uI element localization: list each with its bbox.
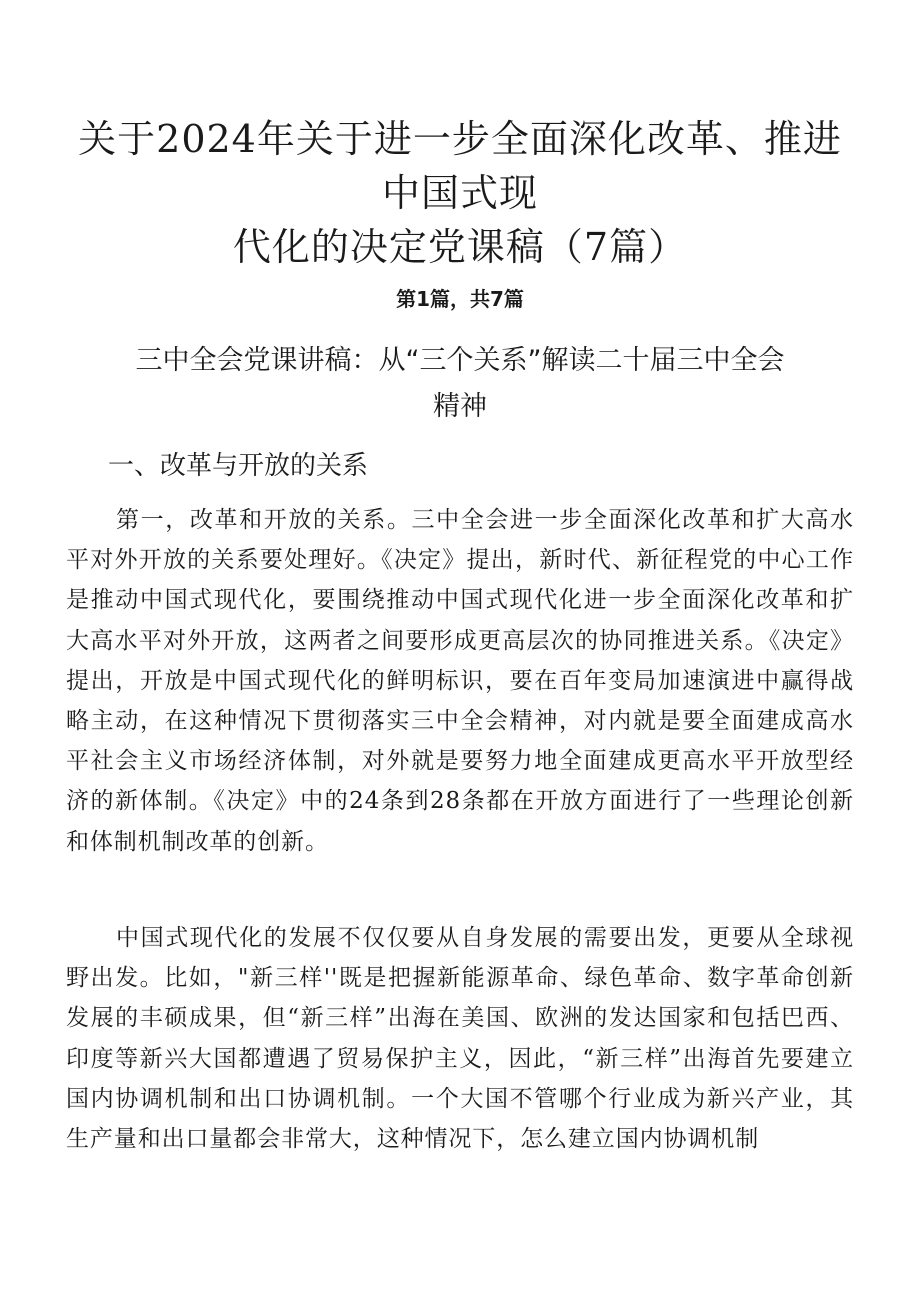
- part-label: 第1篇，共7篇: [396, 287, 524, 311]
- body-paragraph-1: 第一，改革和开放的关系。三中全会进一步全面深化改革和扩大高水平对外开放的关系要处理好。《决定》提出，新时代、新征程党的中心工作是推动中国式现代化，要围绕推动中国式现代化进一步全面深化改革和扩大高水平对外开放，这两者之间要形成更高层次的协同推进关系。《决定》提出，开放是中国式现代化的鲜明标识，要在百年变局加速演进中赢得战略主动，在这种情况下贯彻落实三中全会精神，对内就是要全面建成高水平社会主义市场经济体制，对外就是要努力地全面建成更高水平开放型经济的新体制。《决定》中的24条到28条都在开放方面进行了一些理论创新和体制机制改革的创新。: [66, 507, 854, 855]
- document-title: [60, 112, 860, 274]
- section-heading: 一、改革与开放的关系: [108, 451, 369, 481]
- document-title-line-1: 关于2024年关于进一步全面深化改革、推进中国式现: [78, 117, 842, 215]
- document-title-line-2: 代化的决定党课稿（7篇）: [232, 225, 688, 269]
- article-subtitle-line-1: 三中全会党课讲稿：从“三个关系”解读二十届三中全会: [135, 345, 785, 376]
- article-subtitle: [90, 338, 830, 430]
- body-paragraph-2: 中国式现代化的发展不仅仅要从自身发展的需要出发，更要从全球视野出发。比如，"新三样''既是把握新能源革命、绿色革命、数字革命创新发展的丰硕成果，但“新三样”出海在美国、欧洲的发达国家和包括巴西、印度等新兴大国都遭遇了贸易保护主义，因此，“新三样”出海首先要建立国内协调机制和出口协调机制。一个大国不管哪个行业成为新兴产业，其生产量和出口量都会非常大，这种情况下，怎么建立国内协调机制: [66, 925, 854, 1153]
- article-subtitle-line-2: 精神: [433, 391, 487, 422]
